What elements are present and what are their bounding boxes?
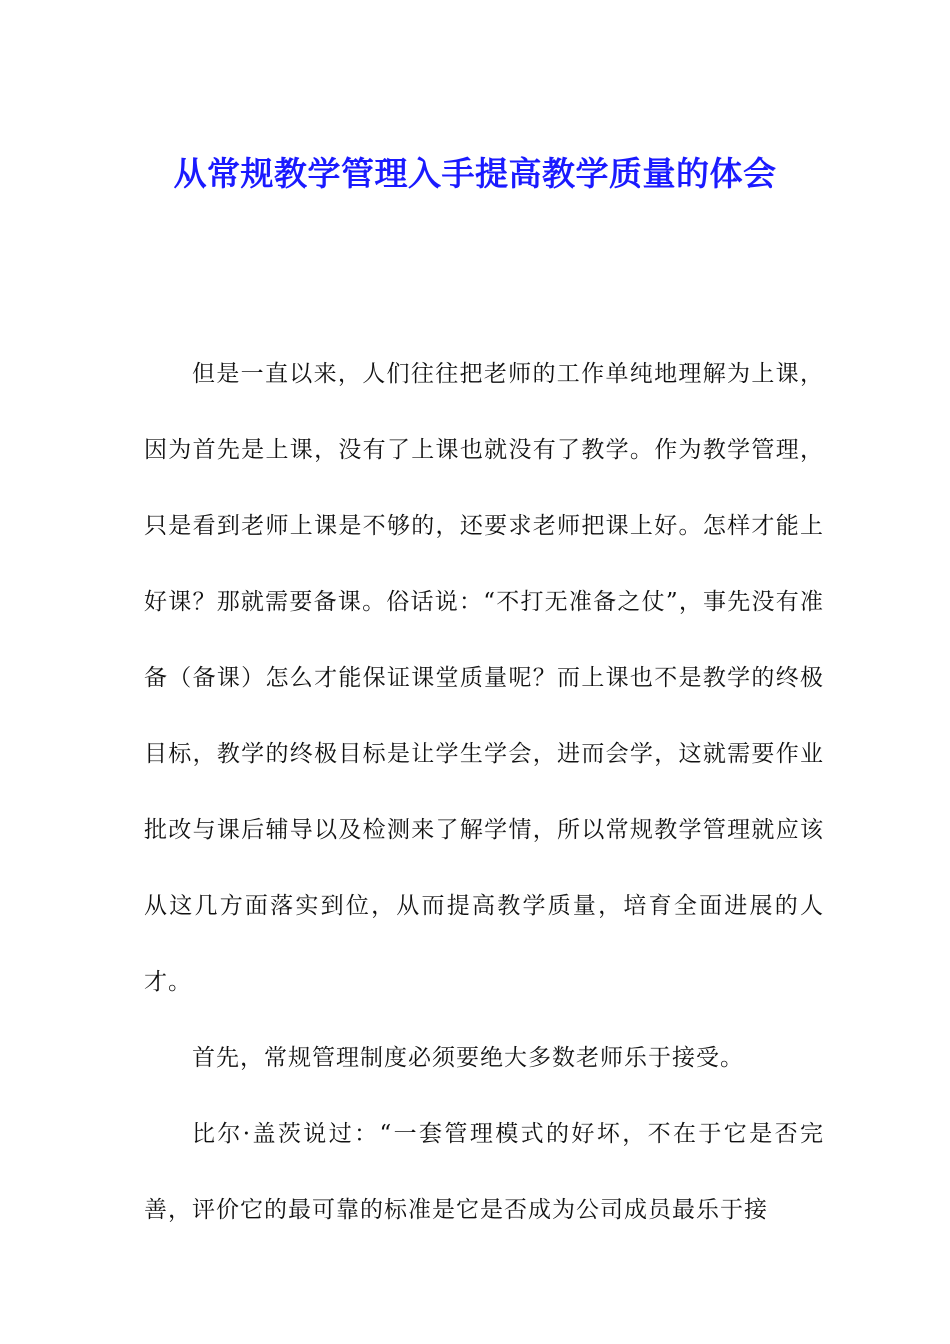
document-title: 从常规教学管理入手提高教学质量的体会 — [173, 154, 777, 194]
paragraph-first-point: 首先，常规管理制度必须要绝大多数老师乐于接受。 — [192, 1045, 744, 1071]
paragraph-quote: 比尔·盖茨说过：“一套管理模式的好坏，不在于它是否完善，评价它的最可靠的标准是它是否成为公司成员最乐于接 — [144, 1121, 824, 1223]
paragraph-intro: 但是一直以来，人们往往把老师的工作单纯地理解为上课，因为首先是上课，没有了上课也就没有了教学。作为教学管理，只是看到老师上课是不够的，还要求老师把课上好。怎样才能上好课？那就需要备课。俗话说：“不打无准备之仗”，事先没有准备（备课）怎么才能保证课堂质量呢？而上课也不是教学的终极目标，教学的终极目标是让学生学会，进而会学，这就需要作业批改与课后辅导以及检测来了解学情，所以常规教学管理就应该从这几方面落实到位，从而提高教学质量，培育全面进展的人才。 — [144, 361, 824, 995]
document-body — [144, 336, 824, 1248]
